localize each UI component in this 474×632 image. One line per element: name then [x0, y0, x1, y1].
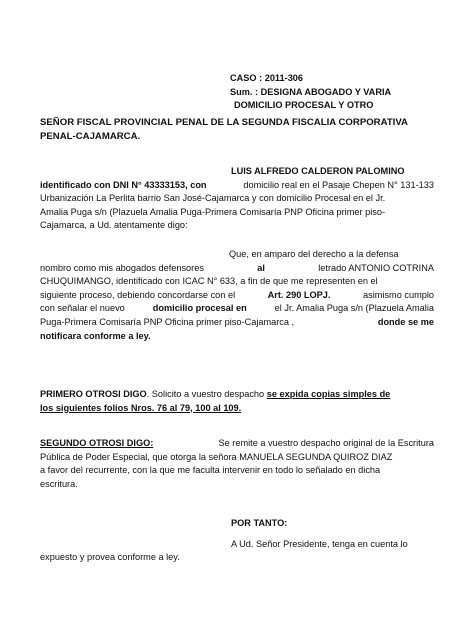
- segundo-line-1: [40, 437, 434, 451]
- body-line-6-a: Puga-Primera Comisaría PNP Oficina primer piso-Cajamarca ,: [40, 316, 295, 327]
- por-tanto-line-2: expuesto y provea conforme a ley.: [40, 552, 180, 563]
- addressee-line-1: SEÑOR FISCAL PROVINCIAL PENAL DE LA SEGUNDA FISCALIA CORPORATIVA: [40, 117, 408, 128]
- attorney-surname: CHUQUIMANGO: [40, 276, 111, 287]
- sumilla-line-2: DOMICILIO PROCESAL Y OTRO: [234, 100, 374, 111]
- primero-otrosi: [40, 388, 434, 415]
- intro-paragraph: [40, 165, 434, 233]
- body-line-3-b: , identificado con ICAC N° 633, a fin de que me representen en el: [110, 276, 378, 287]
- body-line-1: Que, en amparo del derecho a la defensa: [229, 249, 399, 259]
- sumilla-line-1: Sum. : DESIGNA ABOGADO Y VARIA: [230, 86, 392, 97]
- body-line-4-c: asimismo cumplo: [363, 289, 434, 300]
- main-paragraph: [40, 248, 434, 343]
- body-line-6: [40, 316, 434, 330]
- segundo-line-4: escritura.: [40, 478, 78, 489]
- body-line-2-b: al: [257, 262, 265, 273]
- body-line-7: notificara conforme a ley.: [40, 330, 151, 341]
- body-line-2-c: letrado ANTONIO COTRINA: [318, 262, 434, 273]
- primero-text: . Solicito a vuestro despacho: [146, 389, 265, 399]
- body-line-2: [40, 262, 434, 276]
- case-header: [230, 72, 430, 113]
- body-line-5-b: domicilio procesal en: [152, 303, 247, 314]
- primero-request: se expida copias simples de: [266, 389, 391, 399]
- primero-line-1: [40, 388, 434, 402]
- segundo-line-2: Pública de Poder Especial, que otorga la señora MANUELA SEGUNDA QUIROZ DIAZ: [40, 451, 393, 462]
- segundo-otrosi: [40, 437, 434, 491]
- por-tanto-heading: POR TANTO:: [231, 518, 288, 528]
- body-line-5-a: con señalar el nuevo: [40, 303, 125, 314]
- body-line-6-b: donde se me: [377, 316, 434, 327]
- primero-line-2: los siguientes folios Nros. 76 al 79, 100 al 109.: [40, 402, 242, 413]
- petitioner-name: LUIS ALFREDO CALDERON PALOMINO: [231, 166, 405, 176]
- por-tanto-line-1: A Ud. Señor Presidente, tenga en cuenta lo: [231, 538, 408, 549]
- segundo-label: SEGUNDO OTROSI DIGO:: [40, 438, 154, 448]
- addressee: [40, 116, 440, 143]
- body-line-2-a: nombro como mis abogados defensores: [40, 262, 204, 273]
- intro-line-2: Urbanización La Perlita barrio San José-Cajamarca y con domicilio Procesal en el Jr.: [40, 193, 386, 204]
- body-line-4-a: siguiente proceso, debiendo concordarse con el: [40, 289, 236, 300]
- primero-label: PRIMERO OTROSI DIGO: [40, 389, 147, 399]
- body-line-3: [40, 275, 434, 289]
- intro-line-4: Cajamarca, a Ud. atentamente digo:: [40, 220, 188, 231]
- case-number: CASO : 2011-306: [230, 73, 304, 83]
- addressee-line-2: PENAL-CAJAMARCA.: [40, 130, 141, 142]
- intro-line-1: [40, 179, 434, 193]
- body-line-4: [40, 289, 434, 303]
- por-tanto: [40, 517, 434, 565]
- segundo-line-1-rest: Se remite a vuestro despacho original de la Escritura: [218, 438, 434, 448]
- intro-line-1-rest: domicilio real en el Pasaje Chepen N° 131-133: [243, 179, 434, 190]
- petitioner-dni: identificado con DNI N° 43333153, con: [40, 179, 207, 190]
- body-line-5-c: el Jr. Amalia Puga s/n (Plazuela Amalia: [274, 303, 434, 314]
- segundo-line-3: a favor del recurrente, con la que me faculta intervenir en todo lo señalado en dicha: [40, 465, 381, 476]
- intro-line-3: Amalia Puga s/n (Plazuela Amalia Puga-Primera Comisaría PNP Oficina primer piso-: [40, 206, 386, 217]
- body-line-5: [40, 302, 434, 316]
- article-reference: Art. 290 LOPJ.: [267, 289, 331, 300]
